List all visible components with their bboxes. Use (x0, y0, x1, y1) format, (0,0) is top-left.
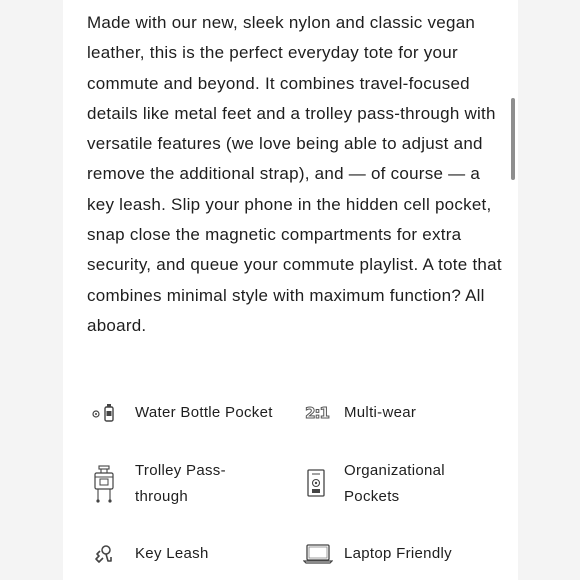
trolley-icon (91, 464, 117, 504)
product-details-panel (63, 0, 518, 580)
feature-organizational-pockets (303, 458, 503, 510)
feature-trolley-pass-through (91, 458, 291, 510)
pocket-organizer-icon (303, 468, 329, 498)
key-icon (91, 541, 117, 567)
laptop-icon (303, 541, 333, 567)
feature-label: Multi-wear (344, 404, 417, 421)
scrollbar-thumb[interactable] (511, 98, 515, 180)
feature-multi-wear (303, 400, 503, 426)
water-bottle-icon (91, 400, 117, 426)
icon-text: 2:1 (305, 404, 329, 422)
two-in-one-icon (303, 400, 331, 426)
feature-label: Key Leash (135, 545, 209, 562)
product-description: Made with our new, sleek nylon and classic vegan leather, this is the perfect everyday tote for your commute and beyond. It combines travel-focused details like metal feet and a trolley pass-through with versatile features (we love being able to adjust and remove the additional strap), and — of course — a key leash. Slip your phone in the hidden cell pocket, snap close the magnetic compartments for extra security, and queue your commute playlist. A tote that combines minimal style with maximum function? All aboard. (87, 13, 502, 335)
feature-label: Trolley Pass-through (135, 462, 226, 505)
feature-label: Laptop Friendly (344, 545, 452, 562)
feature-laptop-friendly (303, 541, 503, 567)
feature-label: Water Bottle Pocket (135, 404, 273, 421)
feature-key-leash (91, 541, 291, 567)
feature-label: Organizational Pockets (344, 462, 445, 505)
feature-water-bottle-pocket (91, 400, 291, 426)
